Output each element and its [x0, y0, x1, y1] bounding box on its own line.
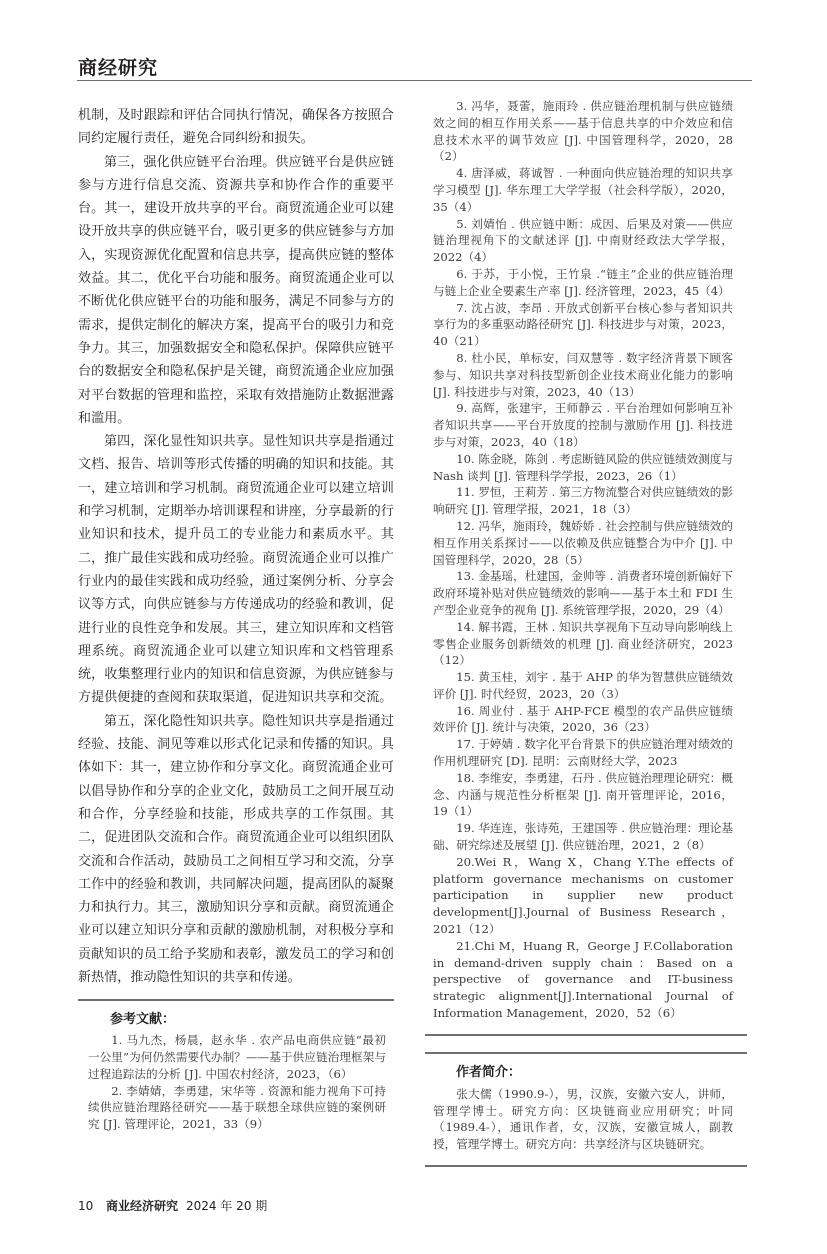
right-column: [425, 98, 747, 1167]
reference-item: 10. 陈金晓，陈剑 . 考虑断链风险的供应链绩效测度与 Nash 谈判 [J]. 管理科学学报，2023，26（1）: [433, 451, 733, 483]
author-bio-text: 张大儒（1990.9-），男，汉族，安徽六安人，讲师，管理学博士。研究方向：区块链商业应用研究；叶同（1989.4-），通讯作者，女，汉族，安徽宣城人，副教授，管理学博士。研究方向：共享经济与区块链研究。: [433, 1086, 733, 1152]
reference-item: 21.Chi M，Huang R，George J F.Collaboration in demand-driven supply chain：Based on a perspective of governance and IT-business strategic alignment[J].International Journal of Information Management，2020，52（6）: [433, 938, 733, 1021]
reference-item: 17. 于婷婧 . 数字化平台背景下的供应链治理对绩效的作用机理研究 [D]. 昆明：云南财经大学，2023: [433, 737, 733, 769]
references-end-divider: [425, 1034, 747, 1036]
left-column: [78, 104, 394, 1133]
references-list-right: [433, 98, 733, 1022]
page-number: 10: [78, 1199, 94, 1214]
reference-item: 19. 华连连，张诗苑，王建国等 . 供应链治理：理论基础、研究综述及展望 [J]. 供应链治理，2021，2（8）: [433, 821, 733, 853]
two-column-layout: [0, 81, 827, 1167]
reference-item: 16. 周业付 . 基于 AHP-FCE 模型的农产品供应链绩效评价 [J]. 统计与决策，2020，36（23）: [433, 703, 733, 735]
author-title: 作者简介：: [456, 1064, 522, 1080]
reference-item: 20.Wei R，Wang X，Chang Y.The effects of platform governance mechanisms on customer participation in supplier new product development[J].Journal of Business Research，2021（12）: [433, 854, 733, 937]
body-text-column: [78, 104, 394, 989]
reference-item: 12. 冯华，施雨玲，魏娇娇 . 社会控制与供应链绩效的相互作用关系探讨——以依赖及供应链整合为中介 [J]. 中国管理科学，2020，28（5）: [433, 518, 733, 567]
reference-item: 8. 杜小民，单标安，闫双慧等 . 数字经济背景下顾客参与、知识共享对科技型新创企业技术商业化能力的影响 [J]. 科技进步与对策，2023，40（13）: [433, 350, 733, 399]
references-list-left: [88, 1032, 386, 1133]
reference-item: 2. 李婧婧，李勇建，宋华等 . 资源和能力视角下可持续供应链治理路径研究——基于联想全球供应链的案例研究 [J]. 管理评论，2021，33（9）: [88, 1083, 386, 1132]
author-bio: [433, 1086, 733, 1153]
reference-item: 4. 唐泽威，蒋诚智 . 一种面向供应链治理的知识共享学习模型 [J]. 华东理工大学学报（社会科学版），2020，35（4）: [433, 166, 733, 214]
author-end-divider: [425, 1165, 747, 1167]
body-paragraph: 第四，深化显性知识共享。显性知识共享是指通过文档、报告、培训等形式传播的明确的知识和技能。其一，建立培训和学习机制。商贸流通企业可以建立培训和学习机制，定期举办培训课程和讲座，分享最新的行业知识和技术，提升员工的专业能力和素质水平。其二，推广最佳实践和成功经验。商贸流通企业可以推广行业内的最佳实践和成功经验，通过案例分析、分享会议等方式，向供应链参与方传递成功的经验和教训，促进行业的良性竞争和发展。其三，建立知识库和文档管理系统。商贸流通企业可以建立知识库和文档管理系统，收集整理行业内的知识和信息资源，为供应链参与方提供便捷的查阅和获取渠道，促进知识共享和交流。: [78, 434, 394, 706]
reference-item: 6. 于苏，于小悦，王竹泉 .“链主”企业的供应链治理与链上企业全要素生产率 [J]. 经济管理，2023，45（4）: [433, 266, 733, 298]
references-title: 参考文献：: [110, 1012, 176, 1028]
body-paragraph: 第五，深化隐性知识共享。隐性知识共享是指通过经验、技能、洞见等难以形式化记录和传播的知识。具体如下：其一，建立协作和分享文化。商贸流通企业可以倡导协作和分享的企业文化，鼓励员工之间开展互动和合作，分享经验和技能，形成共享的工作氛围。其二，促进团队交流和合作。商贸流通企业可以组织团队交流和合作活动，鼓励员工之间相互学习和交流，分享工作中的经验和教训，共同解决问题，提高团队的凝聚力和执行力。其三，激励知识分享和贡献。商贸流通企业可以建立知识分享和贡献的激励机制，对积极分享和贡献知识的员工给予奖励和表彰，激发员工的学习和创新热情，推动隐性知识的共享和传递。: [78, 713, 394, 985]
reference-item: 13. 金基瑶，杜建国，金帅等 . 消费者环境创新偏好下政府环境补贴对供应链绩效的影响——基于本土和 FDI 生产型企业竞争的视角 [J]. 系统管理学报，2020，29（4）: [433, 569, 733, 617]
reference-item: 7. 沈占波，李昂 . 开放式创新平台核心参与者知识共享行为的多重驱动路径研究 [J]. 科技进步与对策，2023，40（21）: [433, 300, 733, 349]
page-footer: [0, 1167, 827, 1254]
reference-item: 15. 黄玉桂，刘宇 . 基于 AHP 的华为智慧供应链绩效评价 [J]. 时代经贸，2023，20（3）: [433, 670, 733, 701]
reference-item: 3. 冯华，聂蕾，施雨玲 . 供应链治理机制与供应链绩效之间的相互作用关系——基于信息共享的中介效应和信息技术水平的调节效应 [J]. 中国管理科学，2020，28（2）: [433, 99, 733, 164]
reference-item: 14. 解书霞，王林 . 知识共享视角下互动导向影响线上零售企业服务创新绩效的机理 [J]. 商业经济研究，2023（12）: [433, 619, 733, 668]
references-divider: [78, 999, 394, 1001]
reference-item: 9. 高辉，张建宇，王师静云 . 平台治理如何影响互补者知识共享——平台开放度的控制与激励作用 [J]. 科技进步与对策，2023，40（18）: [433, 401, 733, 449]
reference-item: 5. 刘婧怡 . 供应链中断：成因、后果及对策——供应链治理视角下的文献述评 [J]. 中南财经政法大学学报，2022（4）: [433, 216, 733, 265]
journal-name: 商业经济研究: [106, 1199, 179, 1214]
reference-item: 1. 马九杰，杨晨，赵永华 . 农产品电商供应链“最初一公里”为何仍然需要代办制？——基于供应链治理框架与过程追踪法的分析 [J]. 中国农村经济，2023，（6）: [88, 1033, 386, 1081]
body-paragraph: 机制，及时跟踪和评估合同执行情况，确保各方按照合同约定履行责任，避免合同纠纷和损失。: [78, 108, 394, 147]
journal-header-title: 商经研究: [78, 57, 159, 79]
body-paragraph: 第三，强化供应链平台治理。供应链平台是供应链参与方进行信息交流、资源共享和协作合作的重要平台。其一，建设开放共享的平台。商贸流通企业可以建设开放共享的供应链平台，吸引更多的供应链参与方加入，实现资源优化配置和信息共享，提高供应链的整体效益。其二，优化平台功能和服务。商贸流通企业可以不断优化供应链平台的功能和服务，满足不同参与方的需求，提供定制化的解决方案，提高平台的吸引力和竞争力。其三，加强数据安全和隐私保护。保障供应链平台的数据安全和隐私保护是关键，商贸流通企业应加强对平台数据的管理和监控，采取有效措施防止数据泄露和滥用。: [78, 154, 394, 426]
issue-label: 2024 年 20 期: [186, 1199, 268, 1214]
author-divider: [425, 1052, 747, 1054]
reference-item: 18. 李维安，李勇建，石丹 . 供应链治理理论研究：概念、内涵与规范性分析框架 [J]. 南开管理评论，2016，19（1）: [433, 770, 733, 819]
page-header: [0, 0, 827, 81]
reference-item: 11. 罗恒，王莉芳 . 第三方物流整合对供应链绩效的影响研究 [J]. 管理学报，2021，18（3）: [433, 485, 733, 517]
